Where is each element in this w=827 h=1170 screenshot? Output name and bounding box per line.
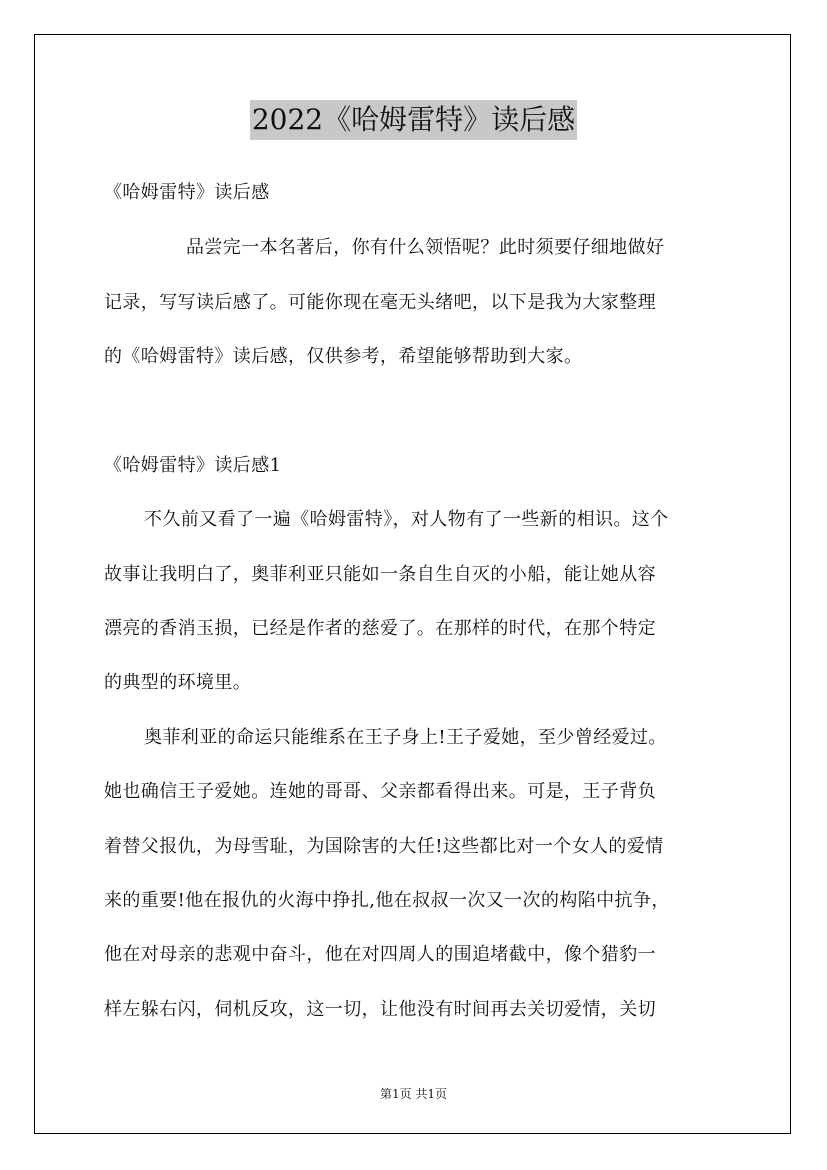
- paragraph2-line-3: 着替父报仇，为母雪耻，为国除害的大任!这些都比对一个女人的爱情: [104, 836, 664, 857]
- intro-line-2: 记录，写写读后感了。可能你现在毫无头绪吧，以下是我为大家整理: [104, 292, 656, 313]
- paragraph2-line-5: 他在对母亲的悲观中奋斗，他在对四周人的围追堵截中，像个猎豹一: [104, 944, 656, 965]
- intro-line-1: 品尝完一本名著后，你有什么领悟呢？此时须要仔细地做好: [186, 237, 665, 258]
- paragraph1-line-4: 的典型的环境里。: [104, 672, 252, 693]
- intro-line-3: 的《哈姆雷特》读后感，仅供参考，希望能够帮助到大家。: [104, 346, 583, 367]
- paragraph1-line-2: 故事让我明白了，奥菲利亚只能如一条自生自灭的小船，能让她从容: [104, 564, 656, 585]
- page-number-footer: 第1页 共1页: [379, 1087, 448, 1101]
- paragraph2-line-4: 来的重要!他在报仇的火海中挣扎,他在叔叔一次又一次的构陷中抗争，: [104, 890, 670, 911]
- section-heading: 《哈姆雷特》读后感1: [104, 455, 282, 476]
- document-title: 2022《哈姆雷特》读后感: [250, 100, 577, 140]
- paragraph2-line-2: 她也确信王子爱她。连她的哥哥、父亲都看得出来。可是，王子背负: [104, 781, 656, 802]
- paragraph2-line-1: 奥菲利亚的命运只能维系在王子身上!王子爱她，至少曾经爱过。: [144, 727, 667, 748]
- paragraph2-line-6: 样左躲右闪，伺机反攻，这一切，让他没有时间再去关切爱情，关切: [104, 999, 656, 1020]
- paragraph1-line-3: 漂亮的香消玉损，已经是作者的慈爱了。在那样的时代，在那个特定: [104, 618, 656, 639]
- title-container: [0, 100, 827, 140]
- document-subtitle: 《哈姆雷特》读后感: [104, 182, 270, 203]
- paragraph1-line-1: 不久前又看了一遍《哈姆雷特》，对人物有了一些新的相识。这个: [144, 509, 669, 530]
